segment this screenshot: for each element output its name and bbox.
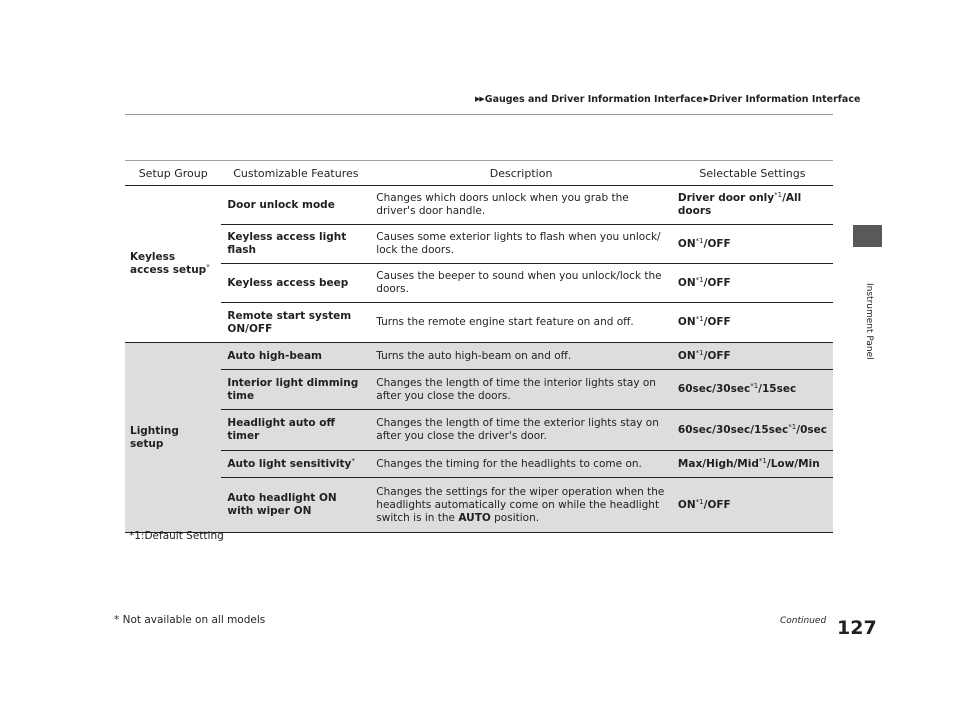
selectable-settings: Driver door only$^{*1}$/All doors	[672, 186, 833, 225]
breadcrumb-arrow-icon: ▶▶	[475, 95, 484, 103]
header-rule	[125, 114, 833, 115]
table-row	[125, 451, 833, 478]
feature-name: Headlight auto off timer	[221, 410, 370, 451]
selectable-settings: ON$^{*1}$/OFF	[672, 264, 833, 303]
table-row	[125, 225, 833, 264]
section-tab[interactable]	[853, 225, 882, 247]
feature-description: Changes the settings for the wiper operation when the headlights automatically come on while the headlight switch is in the AUTO position.	[370, 478, 672, 533]
feature-description: Causes the beeper to sound when you unlock/lock the doors.	[370, 264, 672, 303]
feature-name: Remote start system ON/OFF	[227, 309, 352, 335]
feature-description: Changes the length of time the exterior lights stay on after you close the driver's door.	[370, 410, 672, 451]
table-row	[125, 478, 833, 533]
selectable-settings: ON$^{*1}$/OFF	[677, 315, 731, 328]
table-row	[125, 343, 833, 370]
group-keyless-access: Keyless access setup*	[130, 251, 210, 276]
continued-label: Continued	[780, 616, 827, 626]
header-settings: Selectable Settings	[672, 161, 833, 186]
selectable-settings: ON$^{*1}$/OFF	[672, 478, 833, 533]
feature-name: Keyless access light flash	[221, 225, 370, 264]
selectable-settings: ON$^{*1}$/OFF	[672, 343, 833, 370]
feature-description: Turns the auto high-beam on and off.	[370, 343, 672, 370]
group-lighting: Lighting setup	[125, 343, 221, 533]
selectable-settings: ON$^{*1}$/OFF	[672, 225, 833, 264]
header-features: Customizable Features	[221, 161, 370, 186]
table-row	[125, 303, 833, 343]
feature-description: Turns the remote engine start feature on and off.	[376, 316, 634, 328]
table-header-row	[125, 161, 833, 186]
selectable-settings: $60\sec/30\sec^{*1}/15\sec$	[672, 370, 833, 410]
selectable-settings: $60\sec/30\sec/15\sec^{*1}/0\sec$	[672, 410, 833, 451]
feature-name: Auto high-beam	[221, 343, 370, 370]
feature-name: Auto headlight ON with wiper ON	[221, 478, 370, 533]
breadcrumb	[474, 94, 861, 105]
default-setting-note: *1:Default Setting	[129, 530, 224, 542]
page-number: 127	[837, 617, 877, 639]
header-setup-group: Setup Group	[125, 161, 221, 186]
feature-name: Door unlock mode	[221, 186, 370, 225]
feature-name: Interior light dimming time	[221, 370, 370, 410]
feature-description: Changes which doors unlock when you grab the driver's door handle.	[370, 186, 672, 225]
table-row	[125, 410, 833, 451]
feature-description: Changes the timing for the headlights to come on.	[370, 451, 672, 478]
feature-description: Causes some exterior lights to flash when you unlock/ lock the doors.	[370, 225, 672, 264]
header-description: Description	[370, 161, 672, 186]
side-label: Instrument Panel	[864, 283, 874, 360]
feature-description: Changes the length of time the interior lights stay on after you close the doors.	[370, 370, 672, 410]
table-row	[125, 186, 833, 225]
feature-name: Auto light sensitivity*	[221, 451, 370, 478]
breadcrumb-part-1[interactable]: Gauges and Driver Information Interface	[484, 94, 703, 105]
table-row	[125, 370, 833, 410]
selectable-settings: Max/High/Mid$^{*1}$/Low/Min	[672, 451, 833, 478]
footnote: * Not available on all models	[114, 614, 266, 626]
table-row	[125, 264, 833, 303]
feature-name: Keyless access beep	[221, 264, 370, 303]
settings-table	[125, 160, 833, 533]
breadcrumb-part-2[interactable]: Driver Information Interface	[709, 94, 861, 105]
breadcrumb-arrow-icon: ▶	[703, 95, 709, 103]
